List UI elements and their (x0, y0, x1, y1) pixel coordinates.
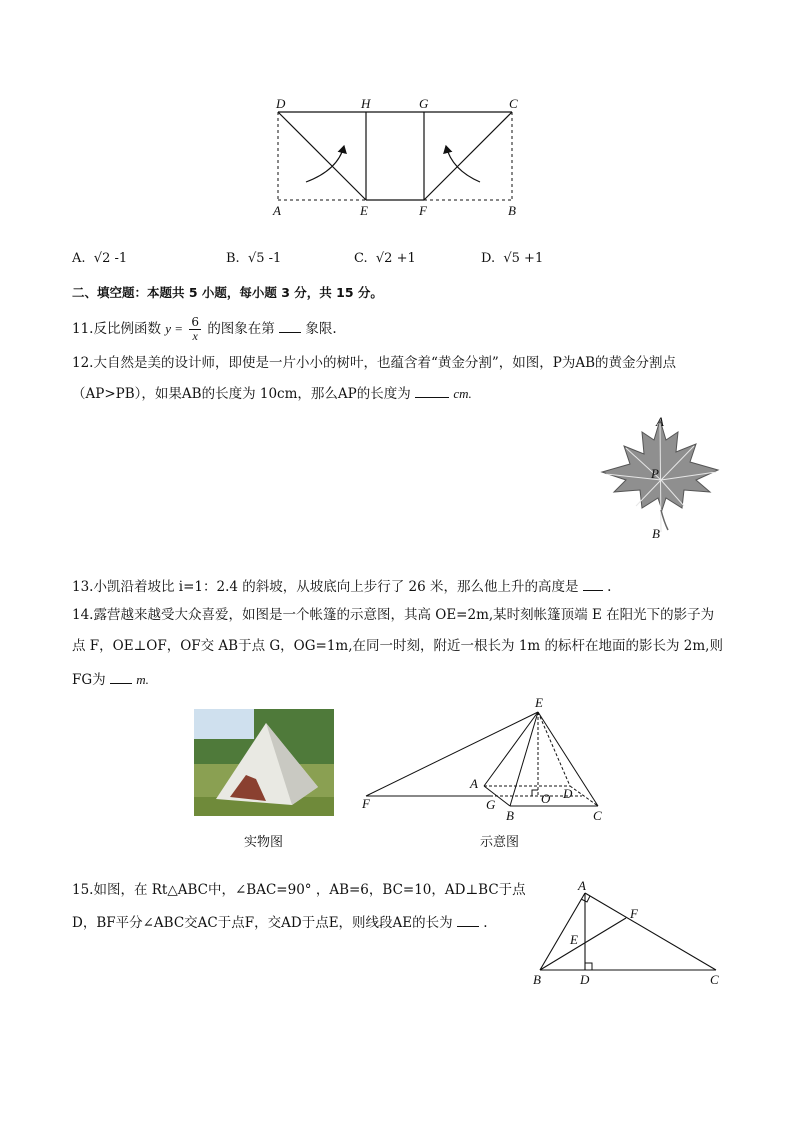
tent-label-A: A (470, 776, 478, 791)
label-C: C (509, 96, 518, 111)
q10-option-c[interactable]: C. √2 +1 (354, 251, 416, 266)
label-F: F (419, 203, 427, 218)
leaf-label-A: A (656, 414, 664, 429)
tri-label-C: C (710, 972, 719, 987)
leaf-label-P: P (651, 466, 659, 481)
tri-label-D: D (580, 972, 590, 987)
tent-label-B: B (506, 808, 514, 823)
label-G: G (419, 96, 429, 111)
leaf-label-B: B (652, 526, 660, 541)
tent-label-E: E (535, 695, 543, 710)
label-B: B (508, 203, 516, 218)
label-D: D (276, 96, 286, 111)
fraction: $\frac{6}{x}$ (191, 315, 200, 343)
question-13: 13.小凯沿着坡比 i=1：2.4 的斜坡，从坡底向上步行了 26 米，那么他上升的高度是 . (72, 576, 611, 597)
label-E: E (360, 203, 368, 218)
question-12-line1: 12.大自然是美的设计师，即使是一片小小的树叶，也蕴含着“黄金分割”，如图，P为AB的黄金分割点 (72, 355, 677, 371)
caption-photo: 实物图 (244, 835, 284, 850)
caption-diagram: 示意图 (480, 835, 520, 850)
question-14-line1: 14.露营越来越受大众喜爱，如图是一个帐篷的示意图，其高 OE=2m,某时刻帐篷顶端 E 在阳光下的影子为 (72, 607, 715, 623)
tent-label-C: C (593, 808, 602, 823)
section-heading: 二、填空题：本题共 5 小题，每小题 3 分，共 15 分。 (72, 285, 383, 300)
tent-label-F: F (362, 796, 370, 811)
tri-label-E: E (570, 932, 578, 947)
tent-label-G: G (486, 797, 496, 812)
question-15-line2: D，BF平分∠ABC交AC于点F，交AD于点E，则线段AE的长为 . (72, 912, 488, 933)
tri-label-B: B (533, 972, 541, 987)
question-14-line2: 点 F，OE⊥OF，OF交 AB于点 G，OG=1m,在同一时刻，附近一根长为 1m 的标杆在地面的影长为 2m,则 (72, 638, 723, 654)
q10-option-a[interactable]: A. √2 -1 (72, 251, 128, 266)
tent-label-D: D (563, 786, 573, 801)
q10-option-d[interactable]: D. √5 +1 (481, 251, 544, 266)
question-12-line2: （AP>PB），如果AB的长度为 10cm，那么AP的长度为 cm. (72, 383, 472, 404)
tri-label-F: F (630, 906, 638, 921)
q10-option-b[interactable]: B. √5 -1 (226, 251, 282, 266)
label-H: H (361, 96, 371, 111)
question-14-line3: FG为 m. (72, 669, 149, 690)
question-11: 11.反比例函数 y = $\frac{6}{x}$ 的图象在第 象限. (72, 315, 337, 343)
tri-label-A: A (578, 878, 586, 893)
question-15-line1: 15.如图，在 Rt△ABC中，∠BAC=90° ，AB=6，BC=10，AD⊥BC于点 (72, 882, 526, 898)
tent-label-O: O (541, 791, 551, 806)
label-A: A (273, 203, 281, 218)
